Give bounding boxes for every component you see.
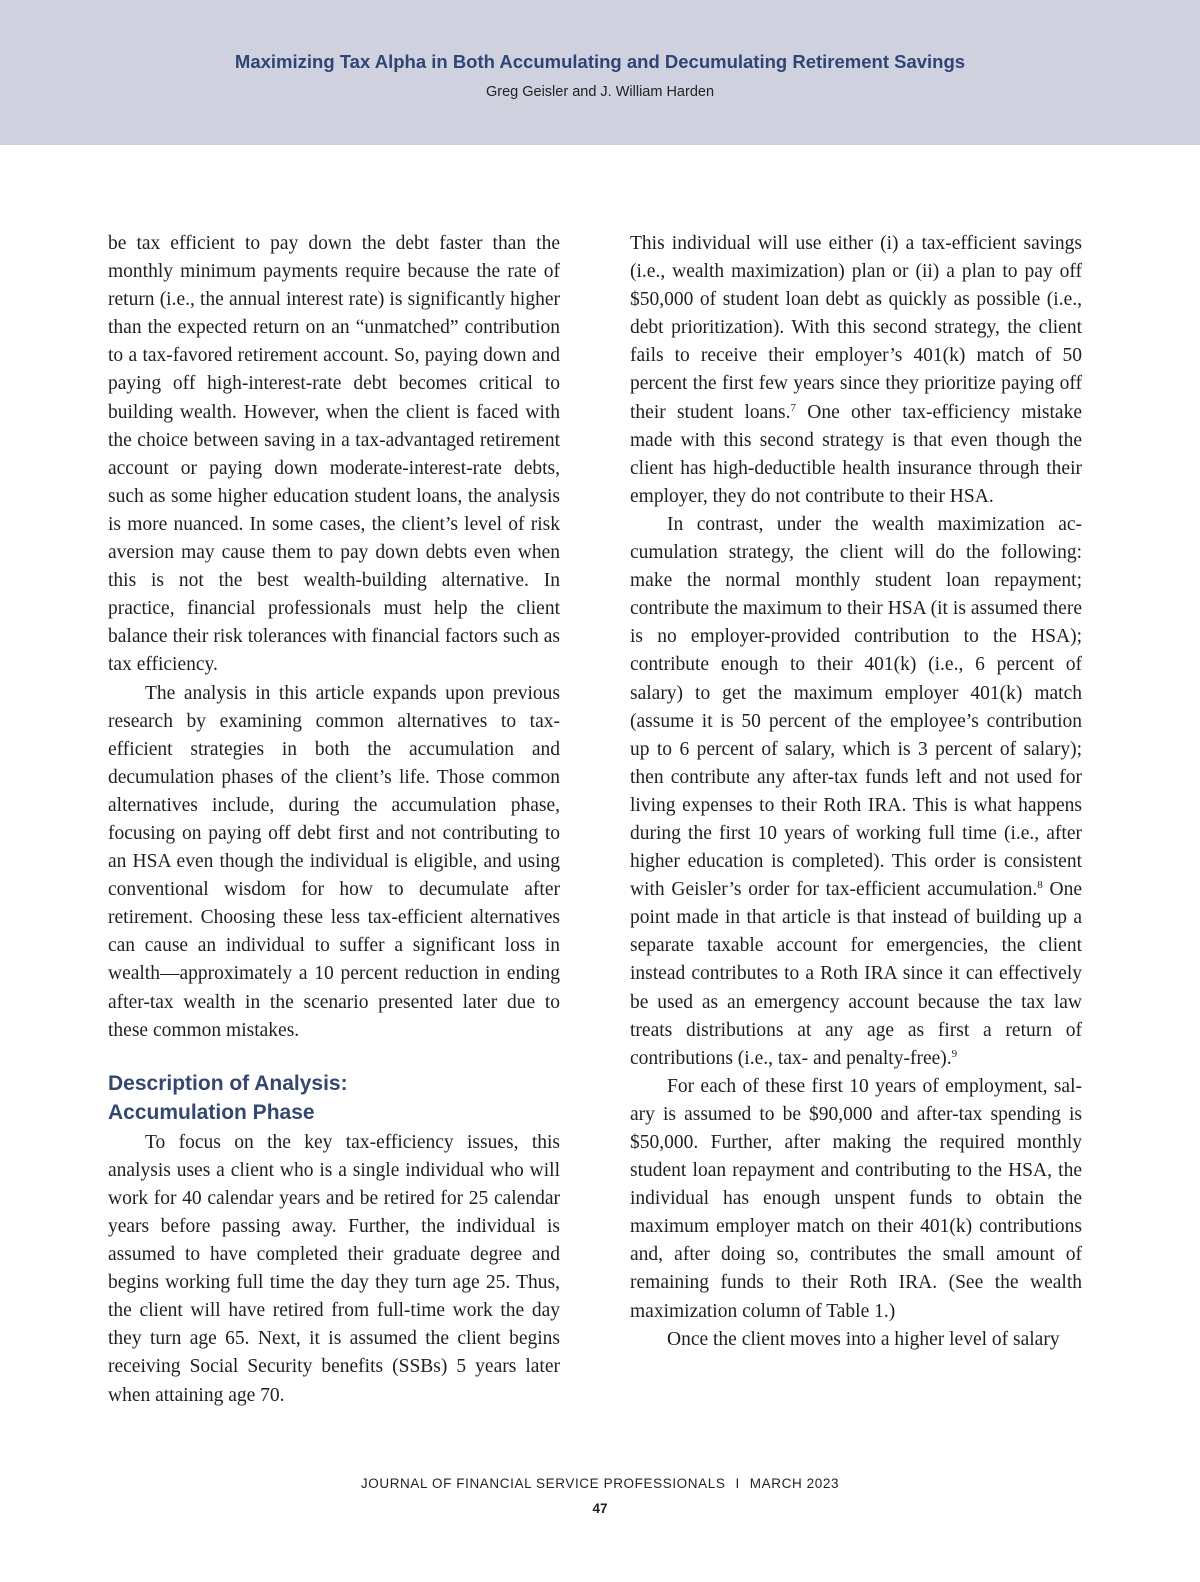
- section-heading-line: Description of Analysis:: [108, 1071, 348, 1095]
- article-title: Maximizing Tax Alpha in Both Accumulating and Decumulating Retirement Savings: [234, 51, 966, 72]
- body-paragraph: The analysis in this article expands upon previous research by examining common alternatives to tax-efficient strategies in both the accumulation and decumulation phases of the client’s life. Those common alternatives include, during the accumulation phase, focusing on paying off debt first and not contributing to an HSA even though the individual is eligible, and using conventional wisdom for how to decumulate after retirement. Choosing these less tax-efficient alternatives can cause an individual to suffer a significant loss in wealth—approximately a 10 percent reduction in ending after-tax wealth in the scenario presented later due to these common mistakes.: [108, 682, 560, 1041]
- endnote-marker: 9: [951, 1047, 958, 1060]
- paragraph-text: One other tax-efficiency mistake made with this second strategy is that even though the client has high-deductible health insurance through their employer, they do not contribute to their HSA.: [630, 401, 1082, 507]
- journal-name: JOURNAL OF FINANCIAL SERVICE PROFESSIONALS: [360, 1476, 726, 1491]
- left-column: [108, 230, 560, 1410]
- paragraph-text: This individual will use either (i) a tax-efficient savings (i.e., wealth maximization) plan or (ii) a plan to pay off $50,000 of student loan debt as quickly as possible (i.e., debt prioritization). With this second strategy, the client fails to receive their employer’s 401(k) match of 50 percent the first few years since they prioritize paying off their student loans.: [630, 233, 1082, 423]
- paragraph-text: One point made in that article is that instead of building up a separate taxable account for emergencies, the client instead contributes to a Roth IRA since it can effectively be used as an emergency account because the tax law treats distributions at any age as first a return of contributions (i.e., tax- and penalty-free).: [630, 879, 1082, 1069]
- body-paragraph: Once the client moves into a higher level of salary: [667, 1328, 1060, 1350]
- section-heading: [108, 1069, 560, 1127]
- page-header: [0, 0, 1200, 145]
- endnote-marker: 8: [1037, 879, 1043, 892]
- body-paragraph: To focus on the key tax-efficiency issues, this analysis uses a client who is a single individual who will work for 40 calendar years and be retired for 25 calendar years before passing away. Further, the individual is assumed to have completed their graduate degree and begins working full time the day they turn age 25. Thus, the client will have retired from full-time work the day they turn age 65. Next, it is assumed the client begins receiving Social Security benefits (SSBs) 5 years later when attaining age 70.: [108, 1131, 560, 1406]
- paragraph-text: In contrast, under the wealth maximization accumulation strategy, the client will do the following: make the normal monthly student loan repayment; contribute the maximum to their HSA (it is assumed there is no employer-provided contribution to the HSA); contribute enough to their 401(k) (i.e., 6 percent of salary) to get the maximum employer 401(k) match (assume it is 50 percent of the employee’s contribution up to 6 percent of salary, which is 3 percent of salary); then contribute any after-tax funds left and not used for living expenses to their Roth IRA. This is what happens during the first 10 years of working full time (i.e., after higher education is completed). This order is consistent with Geisler’s order for tax-efficient accumulation.: [630, 513, 1082, 901]
- footer-journal-line: [0, 1476, 1200, 1491]
- section-heading-line: Accumulation Phase: [108, 1100, 315, 1124]
- body-paragraph: [630, 230, 1082, 511]
- footer-separator: I: [735, 1476, 740, 1491]
- body-paragraph: For each of these first 10 years of employment, salary is assumed to be $90,000 and after-tax spending is $50,000. Further, after making the required monthly student loan repayment and contributing to the HSA, the individual has enough unspent funds to obtain the maximum employer match on their 401(k) contributions and, after doing so, contributes the small amount of remaining funds to their Roth IRA. (See the wealth maximization column of Table 1.): [630, 1075, 1082, 1322]
- page-number: 47: [592, 1501, 608, 1516]
- article-authors: Greg Geisler and J. William Harden: [485, 84, 715, 100]
- body-paragraph: be tax efficient to pay down the debt faster than the monthly minimum payments require because the rate of return (i.e., the annual interest rate) is significantly higher than the expected return on an “unmatched” contribution to a tax-favored retirement account. So, paying down and paying off high-interest-rate debt becomes critical to building wealth. However, when the client is faced with the choice between saving in a tax-advantaged retirement account or paying down moderate-interest-rate debts, such as some higher education student loans, the analysis is more nuanced. In some cases, the client’s level of risk aversion may cause them to pay down debts even when this is not the best wealth-building alternative. In practice, financial professionals must help the client balance their risk tolerances with financial factors such as tax efficiency.: [108, 233, 560, 676]
- right-column: [630, 230, 1082, 1354]
- issue-date: MARCH 2023: [749, 1476, 840, 1491]
- body-paragraph: [630, 511, 1082, 1073]
- endnote-marker: 7: [790, 401, 797, 414]
